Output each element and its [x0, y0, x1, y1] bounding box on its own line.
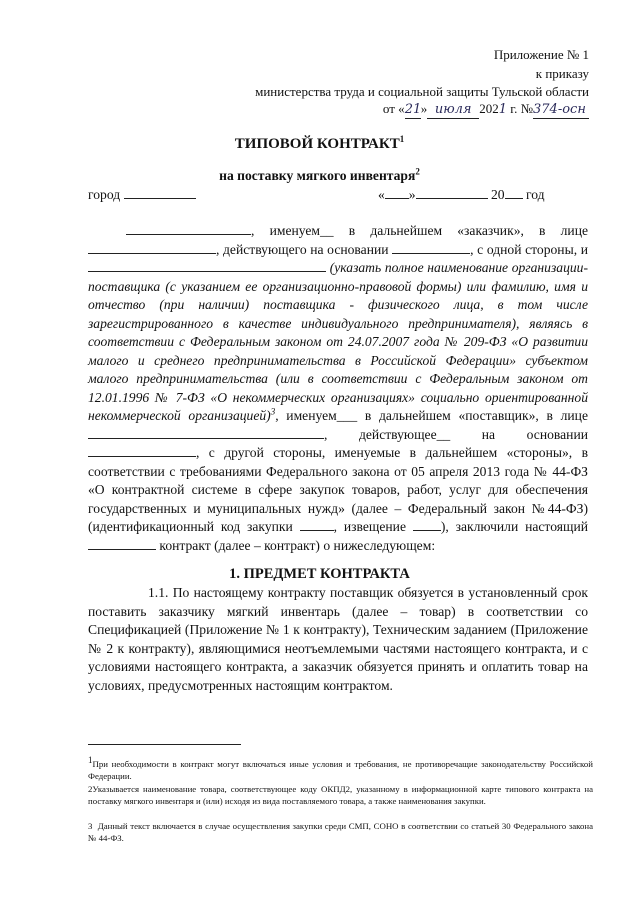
- order-date-line: от «21» июля 2021 г. №374-осн: [383, 101, 589, 119]
- clause-1-1: 1.1. По настоящему контракту поставщик обязуется в установленный срок поставить заказчику мягкий инвентарь (далее – товар) в соответствии со Спецификацией (Приложение № 1 к контракту), Техническим заданием (Приложение № 2 к контракту), являющимися неотъемлемыми частями настоящего контракта, и с условиями настоящего контракта, а заказчик обязуется принять и оплатить товар на условиях, предусмотренных настоящим контрактом.: [88, 585, 588, 693]
- city-blank: [124, 186, 196, 199]
- footnote-1: $^1$При необходимости в контракт могут включаться иные условия и требования, не противоречащие законодательству Российской Федерации.: [88, 755, 593, 782]
- contract-date: « » 20 год: [378, 187, 545, 202]
- order-day: 21: [404, 102, 422, 117]
- document-subtitle: на поставку мягкого инвентаря$^2$: [219, 166, 420, 183]
- preamble: [88, 222, 588, 555]
- order-reference: к приказу: [535, 66, 589, 81]
- order-year-digit: 1: [498, 102, 507, 117]
- footnote-3: 3 Данный текст включается в случае осуществления закупки среди СМП, СОНО в соответствии со статьей 30 Федерального закона № 44-ФЗ.: [88, 821, 593, 844]
- preamble-paragraph: , именуем__ в дальнейшем «заказчик», в лице , действующего на основании , с одной стороны, и (указать полное наименование организации-поставщика (с указанием ее организационно-правовой формы) или фамилию, имя и отчество (при наличии) поставщика - физического лица, в том числе зарегистрированного в качестве индивидуального предпринимателя), являясь в соответствии с Федеральным законом от 24.07.2007 года № 209-ФЗ «О развитии малого и среднего предпринимательства в Российской Федерации» субъектом малого предпринимательства (или в соответствии с Федеральным законом от 12.01.1996 № 7-ФЗ «О некоммерческих организациях» социально ориентированной некоммерческой организацией)$^3$, именуем___ в дальнейшем «поставщик», в лице , действующее__ на основании , с другой стороны, именуемые в дальнейшем «стороны», в соответствии с требованиями Федерального закона от 05 апреля 2013 года № 44-ФЗ «О контрактной системе в сфере закупок товаров, работ, услуг для обеспечения государственных и муниципальных нужд» (далее – Федеральный закон №44-ФЗ) (идентификационный код закупки , извещение ), заключили настоящий контракт (далее – контракт) о нижеследующем:: [88, 223, 589, 553]
- city-label: город: [88, 187, 121, 202]
- appendix-label: Приложение № 1: [493, 47, 589, 62]
- document-title: ТИПОВОЙ КОНТРАКТ$^1$: [234, 134, 405, 152]
- section-1-heading: 1. ПРЕДМЕТ КОНТРАКТА: [229, 566, 410, 582]
- place-date-line: [88, 186, 588, 203]
- order-month: июля: [427, 102, 479, 119]
- footnote-2: 2Указывается наименование товара, соответствующее коду ОКПД2, указанному в информационной карте типового контракта на поставку мягкого инвентаря и (или) исходя из вида поставляемого товара, а также наименования закупки.: [88, 784, 593, 807]
- footnote-separator: [88, 744, 241, 745]
- ministry-name: министерства труда и социальной защиты Тульской области: [255, 84, 589, 99]
- order-number: 374-осн: [533, 102, 589, 119]
